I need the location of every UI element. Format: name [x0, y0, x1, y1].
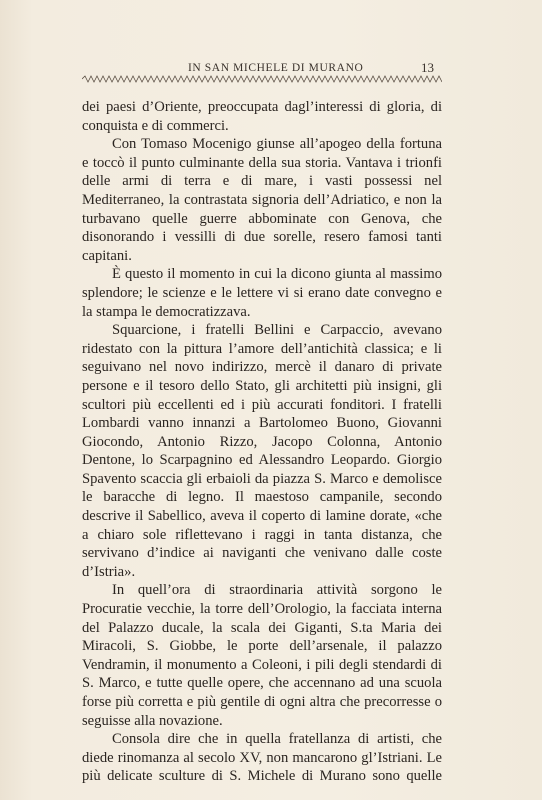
page-number: 13: [421, 60, 434, 75]
paragraph: Consola dire che in quella fratellanza di artisti, che diede rinomanza al secolo XV, non mancarono gl’Istriani. Le più delicate sculture di S. Michele di Murano sono quelle: [82, 731, 442, 785]
page-header: [82, 58, 442, 88]
paragraph: Con Tomaso Mocenigo giunse all’apogeo della fortuna e toccò il punto culminante della sua storia. Vantava i trionfi delle armi di terra e di mare, i vasti possessi nel Mediterraneo, la contrastata signoria dell’Adriatico, e non la turbavano quelle guerre abbominate con Genova, che disonorando i vessilli di due sorelle, resero famosi tanti capitani.: [82, 136, 442, 264]
paragraph: È questo il momento in cui la dicono giunta al massimo splendore; le scienze e le lettere vi si erano date convegno e la stampa le democratizzava.: [82, 266, 442, 320]
paragraph: Squarcione, i fratelli Bellini e Carpaccio, avevano ridestato con la pittura l’amore dell’antichità classica; e li seguivano nel novo indirizzo, mercè il danaro di private persone e il tesoro dello Stato, gli architetti più insigni, gli scultori più eccellenti ed i più accurati fonditori. I fratelli Lombardi vanno innanzi a Bartolomeo Buono, Giovanni Giocondo, Antonio Rizzo, Jacopo Colonna, Antonio Dentone, lo Scarpagnino ed Alessandro Leopardo. Giorgio Spavento scaccia gli erbaioli da piazza S. Marco e demolisce le baracche di legno. Il maestoso campanile, secondo descrive il Sabellico, aveva il coperto di lamine dorate, «che a chiaro sole riflettevano i raggi in tanta distanza, che servivano d’indice ai naviganti che venivano dalle coste d’Istria».: [82, 322, 442, 580]
paragraph: dei paesi d’Oriente, preoccupata dagl’interessi di gloria, di conquista e di commerci.: [82, 99, 442, 134]
running-head: IN SAN MICHELE DI MURANO: [188, 62, 364, 74]
body-text: [82, 98, 442, 786]
paragraph: In quell’ora di straordinaria attività sorgono le Procuratie vecchie, la torre dell’Orologio, la facciata interna del Palazzo ducale, la scala dei Giganti, S.ta Maria dei Miracoli, S. Giobbe, le porte dell’arsenale, il palazzo Vendramin, il monumento a Coleoni, i pili degli stendardi di S. Marco, e tutte quelle opere, che accennano ad una scuola forse più corretta e più gentile di ogni altra che precorresse o seguisse alla novazione.: [82, 582, 442, 729]
wavy-rule-ornament: [82, 75, 442, 83]
